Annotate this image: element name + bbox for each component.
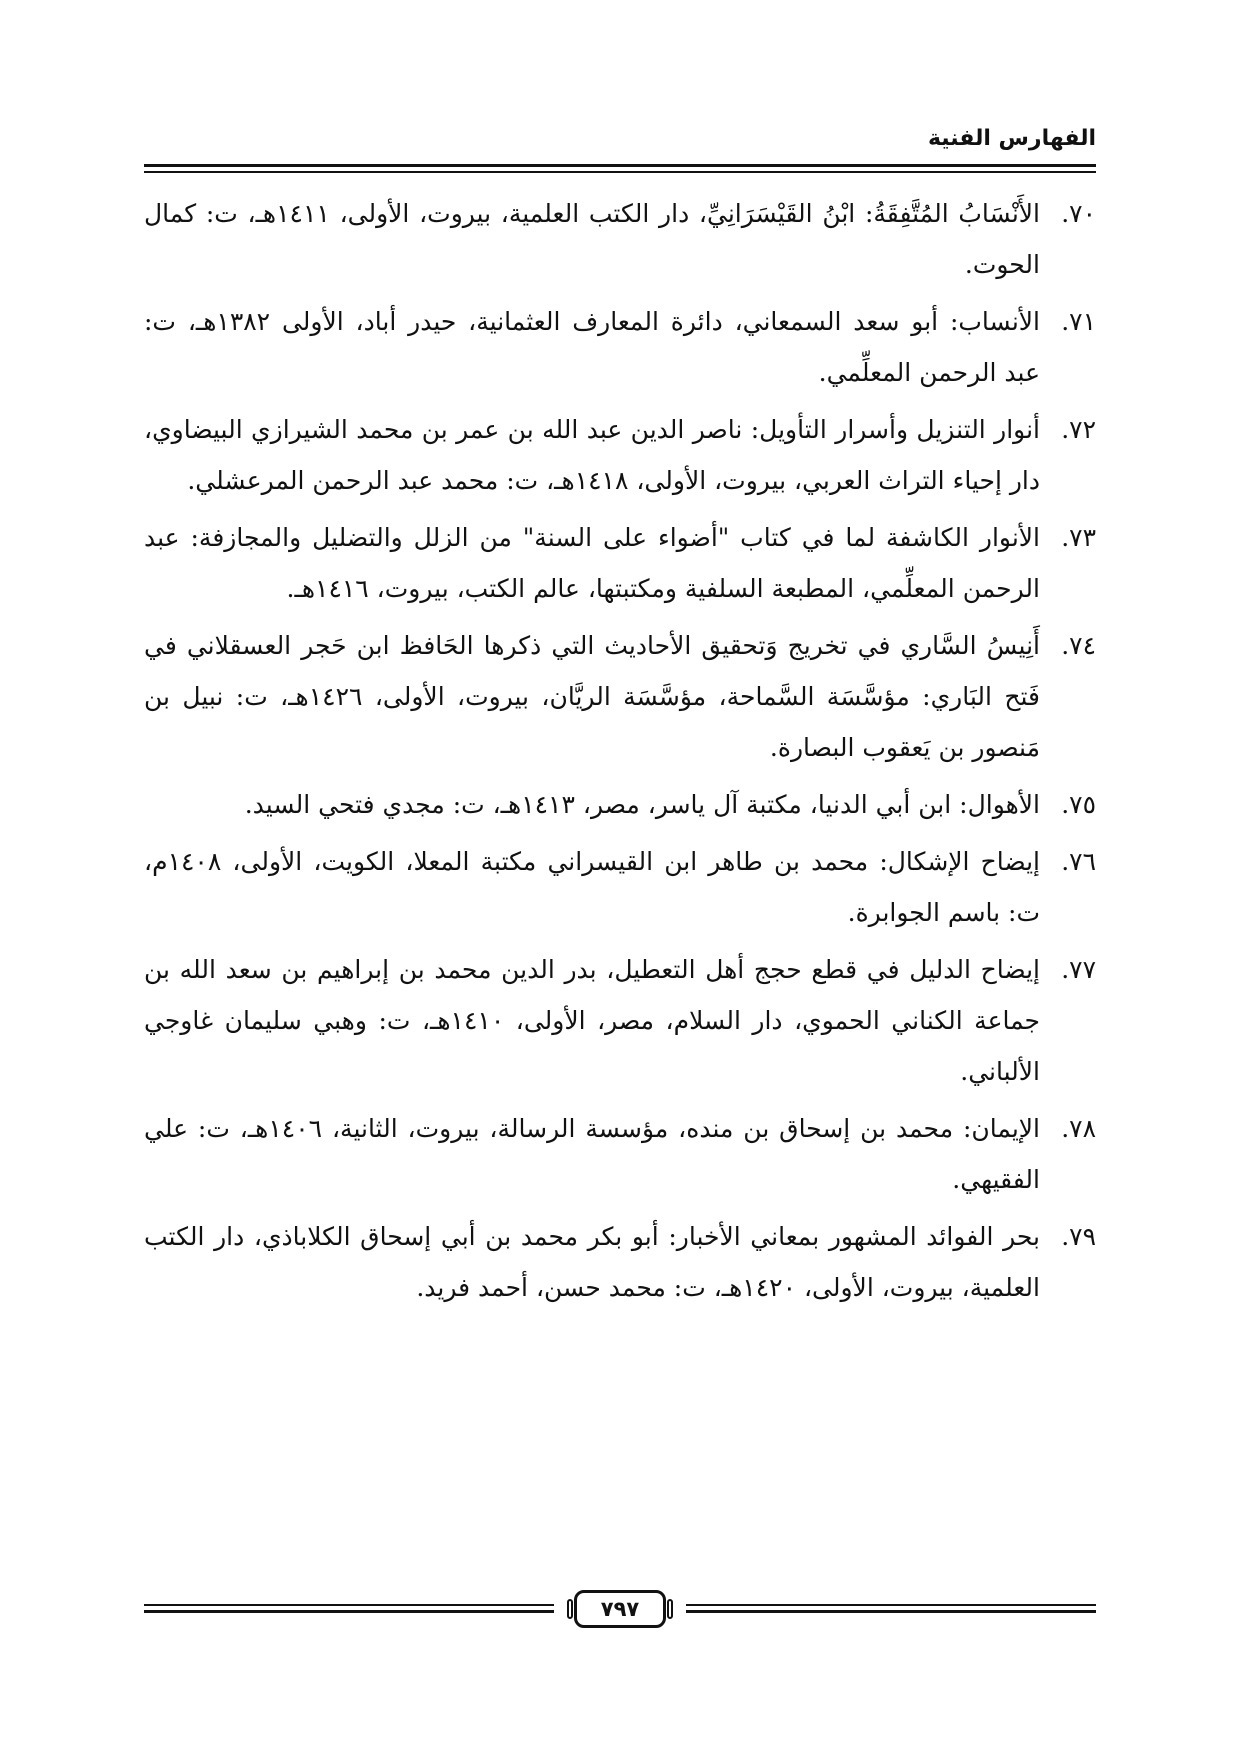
bibliography-list — [144, 188, 1096, 1319]
page-footer — [144, 1590, 1096, 1638]
footer-rule-left — [144, 1604, 554, 1613]
running-header-title: الفهارس الفنية — [927, 126, 1096, 151]
entry-number: ٧٩. — [1061, 1222, 1096, 1251]
entry-text: أَنِيسُ السَّاري في تخريج وَتحقيق الأحاديث التي ذكرها الحَافظ ابن حَجر العسقلاني في فَتح البَاري: مؤسَّسَة السَّماحة، مؤسَّسَة الريَّان، بيروت، الأولى، ١٤٢٦هـ، ت: نبيل بن مَنصور بن يَعقوب البصارة. — [144, 631, 1040, 762]
bibliography-entry — [144, 1103, 1096, 1205]
bibliography-entry — [144, 1211, 1096, 1313]
bibliography-entry — [144, 944, 1096, 1097]
bibliography-entry — [144, 836, 1096, 938]
entry-number: ٧٦. — [1061, 847, 1096, 876]
bibliography-entry — [144, 779, 1096, 830]
entry-number: ٧٨. — [1061, 1114, 1096, 1143]
entry-text: الأَنْسَابُ المُتَّفِقَةُ: ابْنُ القَيْسَرَانِيِّ، دار الكتب العلمية، بيروت، الأولى، ١٤١١هـ، ت: كمال الحوت. — [144, 199, 1040, 279]
bibliography-entry — [144, 296, 1096, 398]
entry-text: الأنوار الكاشفة لما في كتاب "أضواء على السنة" من الزلل والتضليل والمجازفة: عبد الرحمن المعلِّمي، المطبعة السلفية ومكتبتها، عالم الكتب، بيروت، ١٤١٦هـ. — [144, 523, 1040, 603]
bibliography-entry — [144, 620, 1096, 773]
entry-text: أنوار التنزيل وأسرار التأويل: ناصر الدين عبد الله بن عمر بن محمد الشيرازي البيضاوي، دار إحياء التراث العربي، بيروت، الأولى، ١٤١٨هـ، ت: محمد عبد الرحمن المرعشلي. — [144, 415, 1040, 495]
entry-number: ٧٥. — [1061, 790, 1096, 819]
bibliography-entry — [144, 512, 1096, 614]
entry-number: ٧٧. — [1061, 955, 1096, 984]
entry-text: إيضاح الدليل في قطع حجج أهل التعطيل، بدر الدين محمد بن إبراهيم بن سعد الله بن جماعة الكناني الحموي، دار السلام، مصر، الأولى، ١٤١٠هـ، ت: وهبي سليمان غاوجي الألباني. — [144, 955, 1041, 1086]
footer-rule-right — [686, 1604, 1096, 1613]
entry-text: الأهوال: ابن أبي الدنيا، مكتبة آل ياسر، مصر، ١٤١٣هـ، ت: مجدي فتحي السيد. — [244, 790, 1040, 819]
page-number: ٧٩٧ — [574, 1590, 666, 1628]
header-double-rule — [144, 164, 1096, 173]
entry-number: ٧٤. — [1061, 631, 1096, 660]
bibliography-entry — [144, 188, 1096, 290]
entry-text: بحر الفوائد المشهور بمعاني الأخبار: أبو بكر محمد بن أبي إسحاق الكلاباذي، دار الكتب العلمية، بيروت، الأولى، ١٤٢٠هـ، ت: محمد حسن، أحمد فريد. — [144, 1222, 1040, 1302]
entry-number: ٧١. — [1061, 307, 1096, 336]
entry-number: ٧٠. — [1061, 199, 1096, 228]
entry-text: الإيمان: محمد بن إسحاق بن منده، مؤسسة الرسالة، بيروت، الثانية، ١٤٠٦هـ، ت: علي الفقيهي. — [144, 1114, 1040, 1194]
entry-text: إيضاح الإشكال: محمد بن طاهر ابن القيسراني مكتبة المعلا، الكويت، الأولى، ١٤٠٨م، ت: باسم الجوابرة. — [144, 847, 1040, 927]
entry-text: الأنساب: أبو سعد السمعاني، دائرة المعارف العثمانية، حيدر أباد، الأولى ١٣٨٢هـ، ت: عبد الرحمن المعلِّمي. — [144, 307, 1040, 387]
bibliography-entry — [144, 404, 1096, 506]
entry-number: ٧٢. — [1061, 415, 1096, 444]
entry-number: ٧٣. — [1061, 523, 1096, 552]
